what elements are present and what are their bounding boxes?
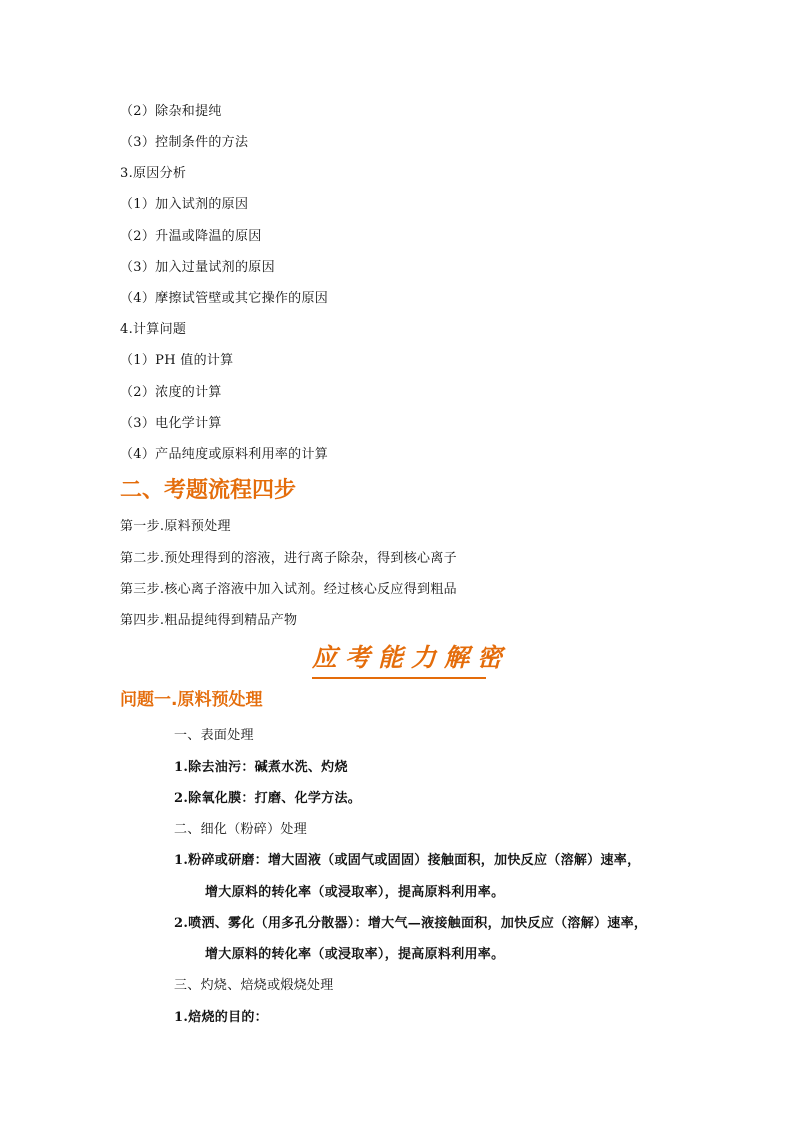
step-item: 第三步.核心离子溶液中加入试剂。经过核心反应得到粗品 — [120, 582, 457, 597]
outline-item: （3）电化学计算 — [120, 416, 222, 431]
outline-item: （2）升温或降温的原因 — [120, 229, 262, 244]
subsection-heading: 三、灼烧、焙烧或煅烧处理 — [174, 978, 334, 993]
outline-item: （3）控制条件的方法 — [120, 135, 249, 150]
numbered-item-continuation: 增大原料的转化率（或浸取率），提高原料利用率。 — [205, 885, 505, 900]
step-item: 第一步.原料预处理 — [120, 519, 231, 534]
outline-item: （2）浓度的计算 — [120, 385, 222, 400]
section-heading: 二、考题流程四步 — [120, 478, 297, 503]
step-item: 第二步.预处理得到的溶液，进行离子除杂，得到核心离子 — [120, 551, 457, 566]
outline-item: （4）摩擦试管壁或其它操作的原因 — [120, 291, 329, 306]
outline-heading: 4.计算问题 — [120, 322, 187, 337]
numbered-item: 1.粉碎或研磨：增大固液（或固气或固固）接触面积，加快反应（溶解）速率， — [174, 853, 641, 868]
outline-heading: 3.原因分析 — [120, 166, 187, 181]
subsection-heading: 二、细化（粉碎）处理 — [174, 822, 308, 837]
numbered-item-continuation: 增大原料的转化率（或浸取率），提高原料利用率。 — [205, 947, 505, 962]
banner-title: 应考能力解密 — [312, 643, 486, 679]
outline-item: （1）PH 值的计算 — [120, 353, 234, 368]
numbered-item: 1.焙烧的目的： — [174, 1010, 268, 1025]
outline-item: （1）加入试剂的原因 — [120, 197, 249, 212]
outline-item: （2）除杂和提纯 — [120, 104, 222, 119]
step-item: 第四步.粗品提纯得到精品产物 — [120, 613, 298, 628]
outline-item: （3）加入过量试剂的原因 — [120, 260, 275, 275]
numbered-item: 2.除氧化膜：打磨、化学方法。 — [174, 791, 362, 806]
outline-item: （4）产品纯度或原料利用率的计算 — [120, 447, 329, 462]
numbered-item: 2.喷洒、雾化（用多孔分散器）：增大气—液接触面积，加快反应（溶解）速率， — [174, 916, 648, 931]
subsection-heading: 一、表面处理 — [174, 728, 254, 743]
question-title: 问题一.原料预处理 — [120, 690, 263, 710]
numbered-item: 1.除去油污：碱煮水洗、灼烧 — [174, 760, 348, 775]
